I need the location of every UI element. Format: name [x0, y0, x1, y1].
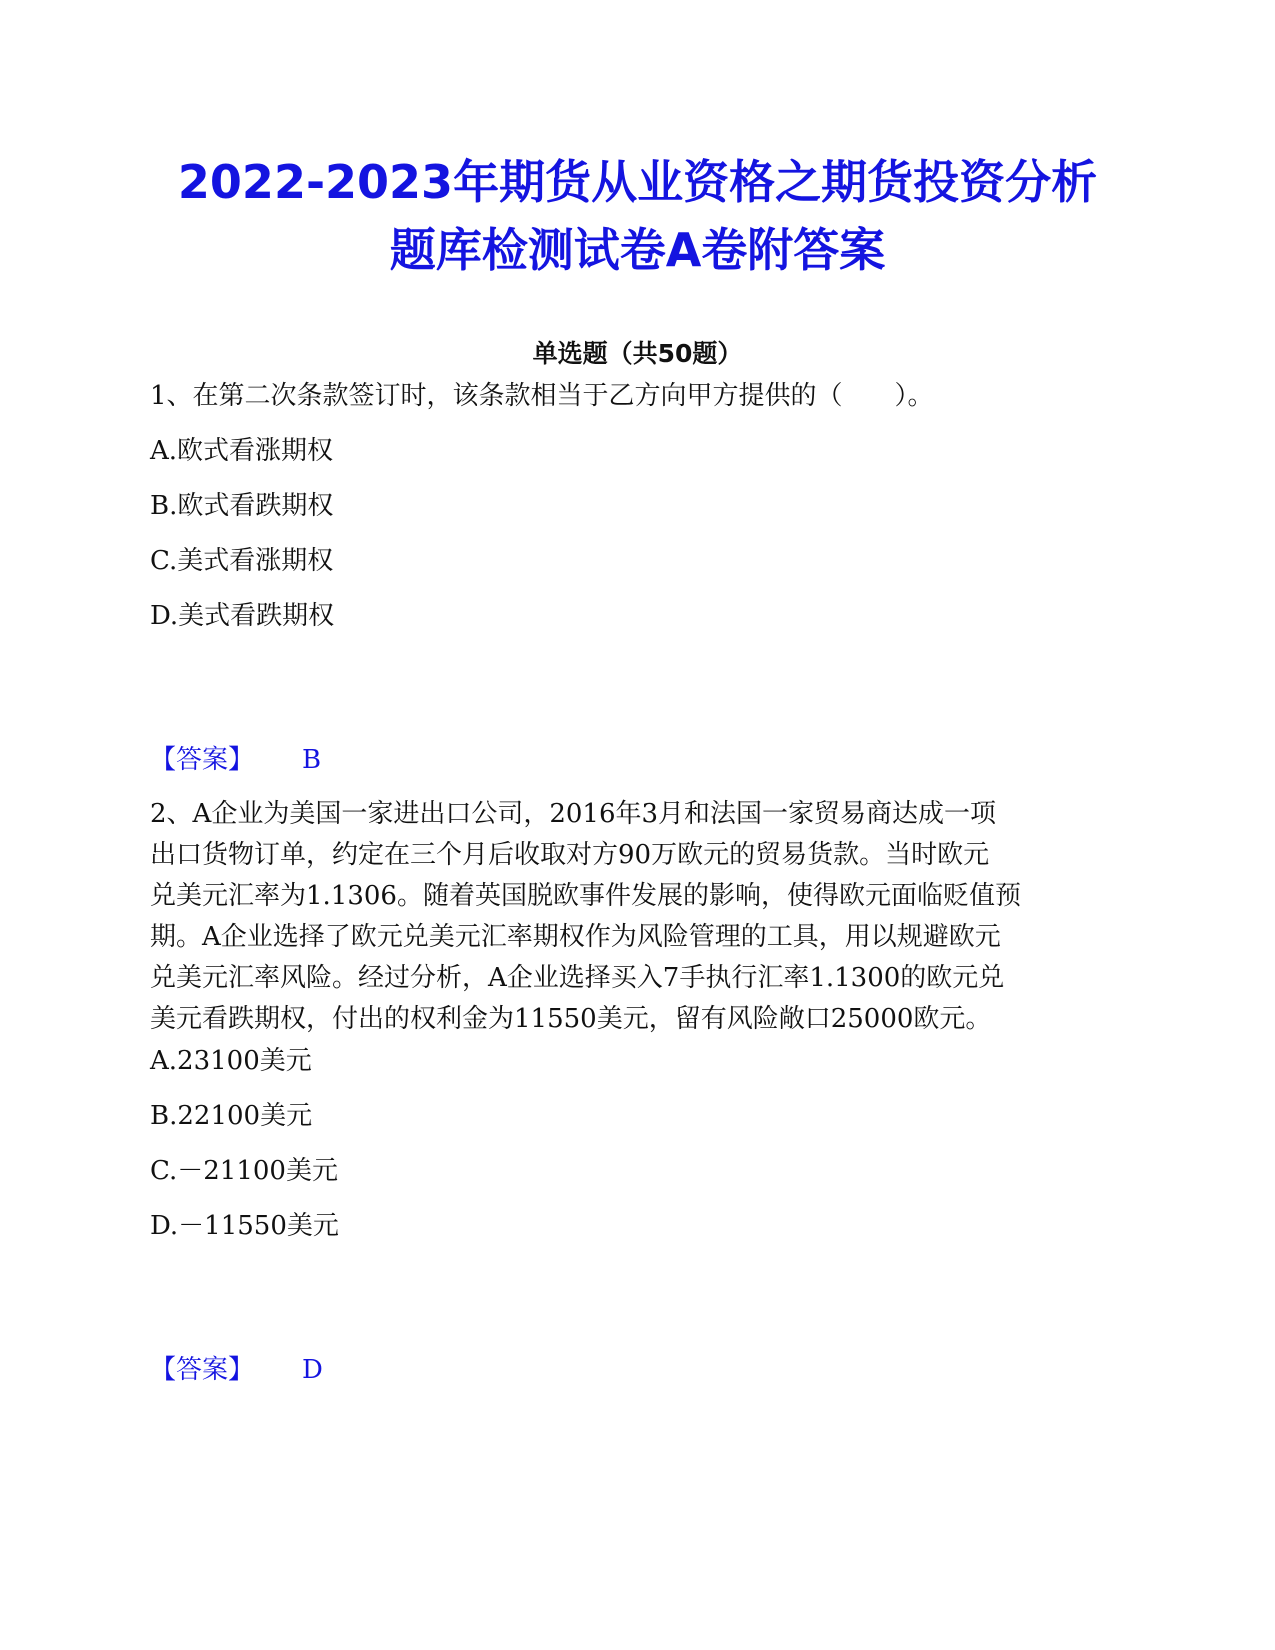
- question-2-option-d: D.－11550美元: [150, 1211, 339, 1241]
- question-2-option-c: C.－21100美元: [150, 1156, 338, 1186]
- document-title-line-2: 题库检测试卷A卷附答案: [389, 223, 886, 277]
- answer-value: B: [302, 745, 322, 775]
- question-1-option-b: B.欧式看跌期权: [150, 491, 334, 521]
- question-2-stem: [150, 794, 1125, 1040]
- question-2-option-b: B.22100美元: [150, 1101, 313, 1131]
- answer-value: D: [302, 1355, 323, 1385]
- question-2-stem-line: 兑美元汇率为1.1306。随着英国脱欧事件发展的影响，使得欧元面临贬值预: [150, 881, 1021, 911]
- question-1-option-a: A.欧式看涨期权: [150, 436, 334, 466]
- question-2-stem-line: 美元看跌期权，付出的权利金为11550美元，留有风险敞口25000欧元。: [150, 1004, 992, 1034]
- question-2-option-a: A.23100美元: [150, 1046, 312, 1076]
- section-heading: 单选题（共50题）: [532, 339, 743, 368]
- question-2-stem-line: 期。A企业选择了欧元兑美元汇率期权作为风险管理的工具，用以规避欧元: [150, 922, 1001, 952]
- question-2-answer: [150, 1352, 323, 1388]
- answer-label: 【答案】: [150, 745, 255, 775]
- question-2-stem-line: 2、A企业为美国一家进出口公司，2016年3月和法国一家贸易商达成一项: [150, 799, 997, 829]
- question-1-stem: 1、在第二次条款签订时，该条款相当于乙方向甲方提供的（ ）。: [150, 381, 934, 411]
- question-2-stem-line: 兑美元汇率风险。经过分析，A企业选择买入7手执行汇率1.1300的欧元兑: [150, 963, 1005, 993]
- question-1-answer: [150, 742, 321, 778]
- question-1-option-c: C.美式看涨期权: [150, 546, 334, 576]
- answer-label: 【答案】: [150, 1355, 255, 1385]
- question-1-option-d: D.美式看跌期权: [150, 601, 335, 631]
- question-2-stem-line: 出口货物订单，约定在三个月后收取对方90万欧元的贸易货款。当时欧元: [150, 840, 990, 870]
- document-title-line-1: 2022-2023年期货从业资格之期货投资分析: [177, 155, 1098, 209]
